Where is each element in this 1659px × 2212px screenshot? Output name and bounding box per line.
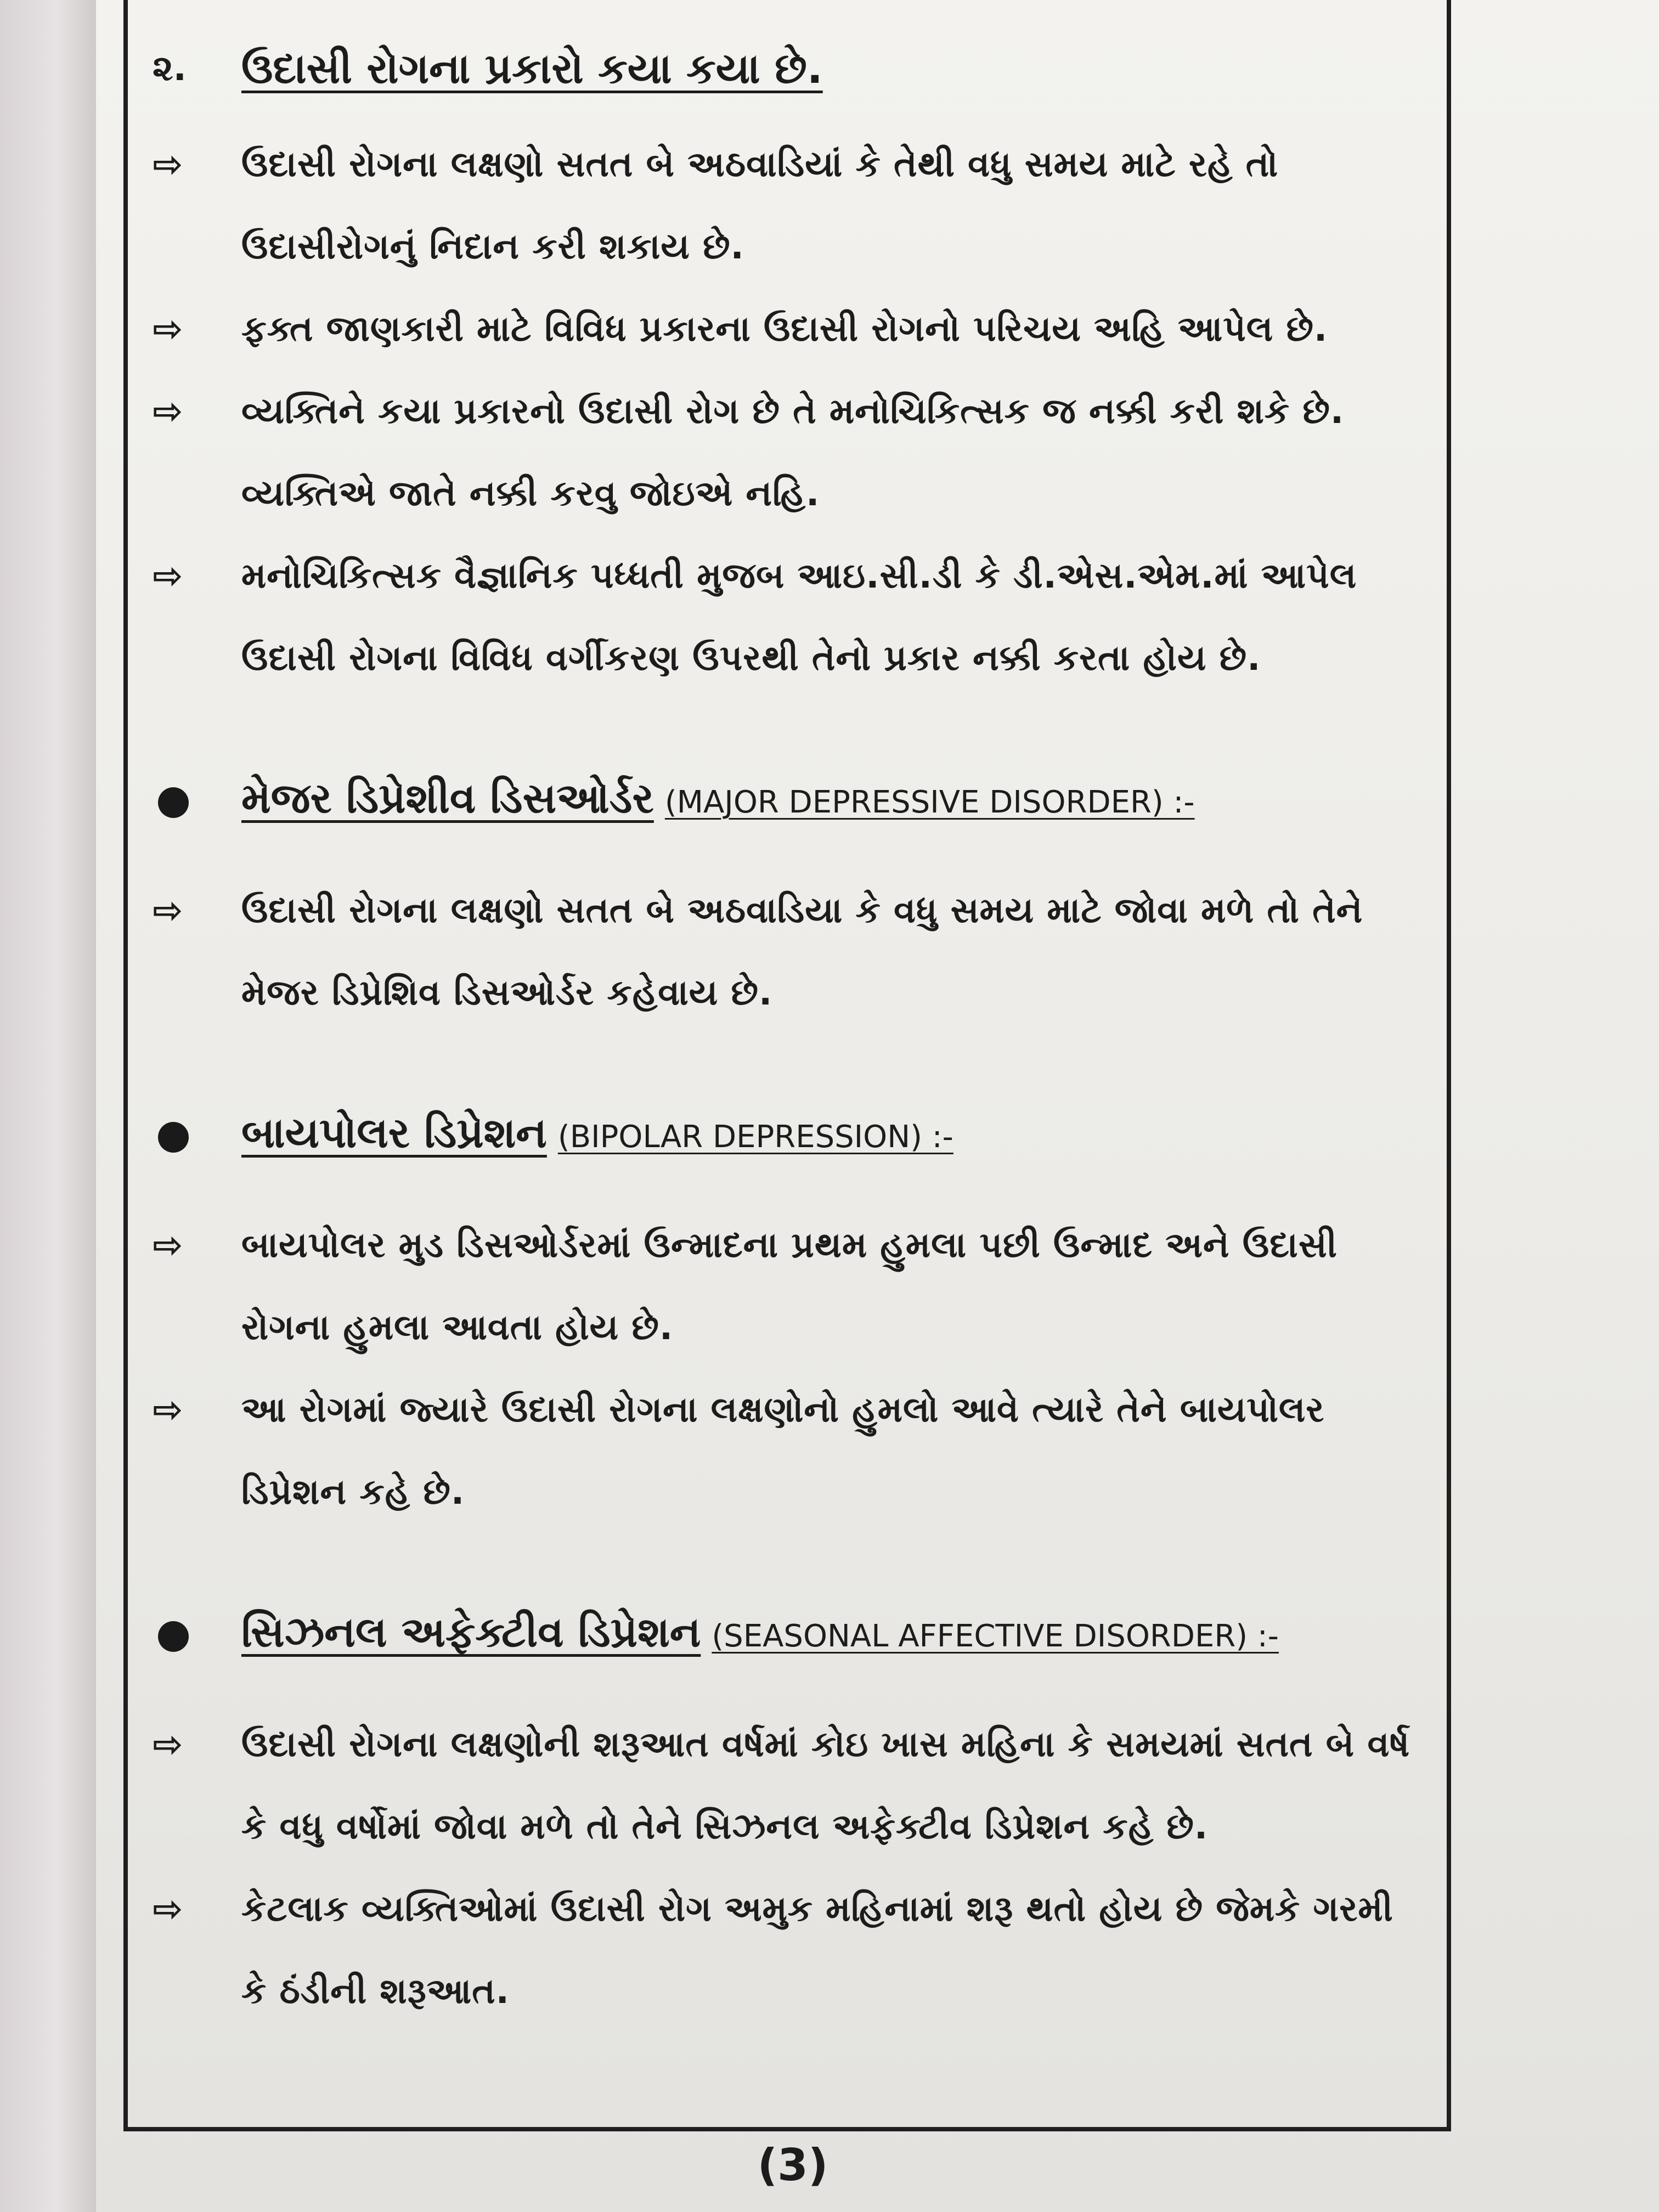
section-heading	[148, 1599, 1454, 1681]
list-item-text: કેટલાક વ્યક્તિઓમાં ઉદાસી રોગ અમુક મહિનામાં શરૂ થતો હોય છે જેમકે ગરમી કે ઠંડીની શરૂઆત.	[241, 1889, 1393, 2012]
section-title	[241, 36, 823, 101]
section-title	[241, 765, 1195, 836]
list-item-text: વ્યક્તિને કયા પ્રકારનો ઉદાસી રોગ છે તે મનોચિકિત્સક જ નક્કી કરી શકે છે. વ્યક્તિએ જાતે નક્કી કરવુ જોઇએ નહિ.	[241, 391, 1345, 514]
list-item	[148, 370, 1454, 535]
arrow-right-icon: ⇨	[153, 1389, 183, 1431]
arrow-right-icon: ⇨	[153, 1723, 183, 1765]
list-item	[148, 1369, 1454, 1533]
page-content	[148, 36, 1454, 2033]
list-item	[148, 1204, 1454, 1369]
arrow-right-icon: ⇨	[153, 555, 183, 597]
arrow-right-icon: ⇨	[153, 143, 183, 185]
section-title-english: (MAJOR DEPRESSIVE DISORDER) :-	[664, 785, 1195, 820]
section-title-gujarati: ઉદાસી રોગના પ્રકારો કયા કયા છે.	[241, 44, 823, 93]
bullet-icon	[158, 1621, 189, 1652]
list-item-text: ઉદાસી રોગના લક્ષણો સતત બે અઠવાડિયા કે વધુ સમય માટે જોવા મળે તો તેને મેજર ડિપ્રેશિવ ડિસઓર્ડર કહેવાય છે.	[241, 890, 1363, 1013]
list-item-text: ઉદાસી રોગના લક્ષણોની શરૂઆત વર્ષમાં કોઇ ખાસ મહિના કે સમયમાં સતત બે વર્ષ કે વધુ વર્ષોમાં જોવા મળે તો તેને સિઝનલ અફેક્ટીવ ડિપ્રેશન કહે છે.	[241, 1724, 1410, 1847]
section-title-english: (BIPOLAR DEPRESSION) :-	[557, 1119, 953, 1155]
arrow-right-icon: ⇨	[153, 889, 183, 932]
bullet-icon	[158, 787, 189, 818]
list-item-text: આ રોગમાં જ્યારે ઉદાસી રોગના લક્ષણોનો હુમલો આવે ત્યારે તેને બાયપોલર ડિપ્રેશન કહે છે.	[241, 1390, 1325, 1513]
arrow-right-icon: ⇨	[153, 1224, 183, 1266]
list-item-text: મનોચિકિત્સક વૈજ્ઞાનિક પધ્ધતી મુજબ આઇ.સી.ડી કે ડી.એસ.એમ.માં આપેલ ઉદાસી રોગના વિવિધ વર્ગીકરણ ઉપરથી તેનો પ્રકાર નક્કી કરતા હોય છે.	[241, 556, 1357, 679]
arrow-right-icon: ⇨	[153, 1888, 183, 1930]
section-heading	[148, 36, 1454, 101]
section-heading	[148, 765, 1454, 848]
bullet-icon	[158, 1122, 189, 1153]
arrow-right-icon: ⇨	[153, 390, 183, 432]
list-item	[148, 1703, 1454, 1868]
list-item	[148, 1868, 1454, 2033]
left-page-edge	[0, 0, 96, 2212]
list-item	[148, 288, 1454, 370]
section-title	[241, 1100, 953, 1170]
list-item	[148, 123, 1454, 288]
list-item-text: ફક્ત જાણકારી માટે વિવિધ પ્રકારના ઉદાસી રોગનો પરિચય અહિ આપેલ છે.	[241, 309, 1328, 349]
section-title-english: (SEASONAL AFFECTIVE DISORDER) :-	[712, 1618, 1279, 1654]
section-number: ૨.	[153, 48, 187, 89]
list-item	[148, 535, 1454, 699]
section-heading	[148, 1100, 1454, 1182]
list-item	[148, 870, 1454, 1034]
page-number: (3)	[757, 2140, 828, 2191]
list-item-text: ઉદાસી રોગના લક્ષણો સતત બે અઠવાડિયાં કે તેથી વધુ સમય માટે રહે તો ઉદાસીરોગનું નિદાન કરી શકાય છે.	[241, 144, 1279, 267]
arrow-right-icon: ⇨	[153, 308, 183, 350]
list-item-text: બાયપોલર મુડ ડિસઓર્ડરમાં ઉન્માદના પ્રથમ હુમલા પછી ઉન્માદ અને ઉદાસી રોગના હુમલા આવતા હોય છે.	[241, 1225, 1338, 1348]
section-title	[241, 1599, 1279, 1669]
section-title-gujarati: સિઝનલ અફેક્ટીવ ડિપ્રેશન	[241, 1607, 701, 1656]
section-title-gujarati: મેજર ડિપ્રેશીવ ડિસઓર્ડર	[241, 774, 654, 822]
section-title-gujarati: બાયપોલર ડિપ્રેશન	[241, 1108, 547, 1157]
